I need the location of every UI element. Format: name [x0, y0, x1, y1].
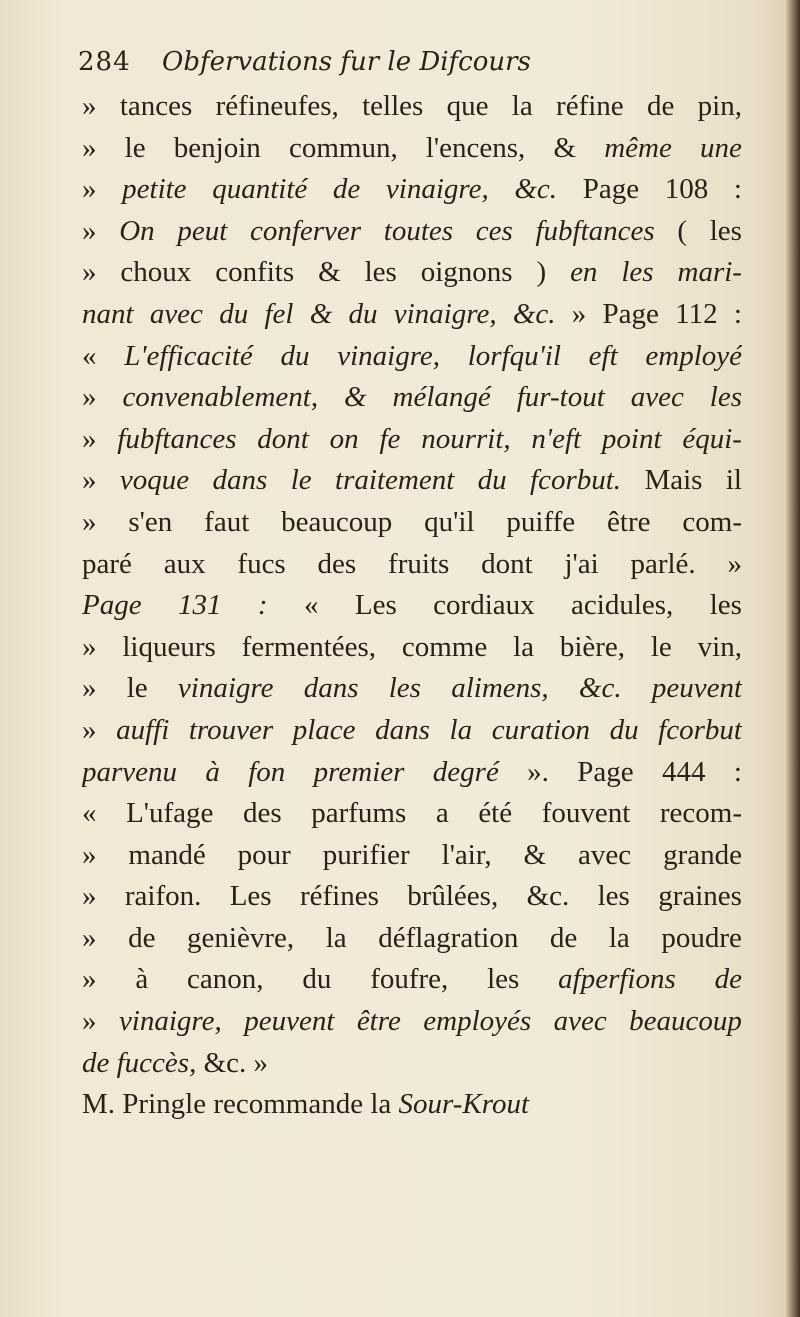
- text-line: [82, 918, 742, 960]
- text-line: [82, 585, 742, 627]
- text-word: toutes: [383, 214, 454, 247]
- text-word: (: [677, 214, 688, 247]
- text-word: réfines: [299, 880, 379, 913]
- text-word: vinaigre,: [337, 339, 441, 372]
- text-word: du: [302, 963, 332, 996]
- text-word: conferver: [249, 214, 362, 247]
- text-word: »: [82, 963, 97, 996]
- text-word: voque: [119, 464, 190, 497]
- text-word: les: [709, 214, 742, 247]
- text-word: L'efficacité: [124, 339, 253, 372]
- text-word: »: [82, 381, 97, 414]
- text-word: du: [348, 297, 378, 330]
- text-word: les: [709, 589, 742, 622]
- text-word: »: [82, 838, 97, 871]
- text-word: confits: [215, 256, 295, 289]
- text-word: déflagration: [378, 921, 519, 954]
- text-word: vinaigre,: [385, 173, 489, 206]
- text-word: qu'il: [424, 505, 475, 538]
- text-word: canon,: [187, 963, 264, 996]
- text-word: vinaigre: [177, 672, 274, 705]
- text-word: ): [536, 256, 547, 289]
- text-line: [82, 752, 742, 794]
- text-word: brûlées,: [407, 880, 499, 913]
- text-word: faut: [204, 505, 250, 538]
- text-line: [82, 668, 742, 710]
- text-word: trouver: [188, 713, 274, 746]
- text-line: [82, 294, 742, 336]
- text-line: [82, 959, 742, 1001]
- text-word: choux: [120, 256, 192, 289]
- text-word: la: [513, 630, 534, 663]
- text-word: eft: [588, 339, 618, 372]
- text-word: &: [553, 131, 577, 164]
- text-word: point: [601, 422, 662, 455]
- text-line: [82, 876, 742, 918]
- page-edge-shadow: [786, 0, 800, 1317]
- text-line: [82, 710, 742, 752]
- text-line: [82, 377, 742, 419]
- text-word: »: [82, 921, 97, 954]
- text-word: dans: [212, 464, 268, 497]
- text-word: l'encens,: [425, 131, 526, 164]
- text-word: »: [82, 672, 97, 705]
- text-line: [82, 1001, 742, 1043]
- text-word: beaucoup: [629, 1005, 742, 1038]
- text-line: [82, 544, 742, 586]
- text-word: on: [329, 422, 359, 455]
- text-word: fur-tout: [516, 381, 605, 414]
- text-word: afperfions: [558, 963, 676, 996]
- text-word: recommande: [213, 1088, 371, 1121]
- text-word: vin,: [697, 630, 742, 663]
- text-word: comme: [401, 630, 488, 663]
- text-word: bière,: [559, 630, 626, 663]
- text-word: »: [82, 131, 97, 164]
- text-word: liqueurs: [122, 630, 216, 663]
- text-word: dont: [257, 422, 309, 455]
- text-word: avec: [578, 838, 632, 871]
- text-word: parvenu: [82, 755, 178, 788]
- text-word: nant: [82, 297, 134, 330]
- text-word: On: [119, 214, 155, 247]
- text-word: :: [733, 297, 742, 330]
- text-word: &c.: [526, 880, 570, 913]
- page-number: 284: [78, 47, 131, 77]
- text-word: graines: [658, 880, 742, 913]
- text-word: &: [309, 297, 333, 330]
- text-line: [82, 128, 742, 170]
- text-word: Page: [82, 589, 142, 622]
- text-word: de: [332, 173, 361, 206]
- text-word: de: [714, 963, 742, 996]
- text-line: [82, 211, 742, 253]
- text-word: nourrit,: [421, 422, 511, 455]
- text-word: parlé.: [630, 547, 696, 580]
- text-word: &: [523, 838, 547, 871]
- text-word: Pringle: [122, 1088, 214, 1121]
- text-word: commun,: [288, 131, 398, 164]
- text-word: 444: [662, 755, 706, 788]
- text-word: à: [205, 755, 220, 788]
- text-word: aux: [163, 547, 206, 580]
- text-word: :: [257, 589, 268, 622]
- text-word: de: [82, 1046, 117, 1079]
- text-word: réfine: [556, 90, 624, 122]
- text-word: &: [318, 256, 341, 289]
- text-word: la: [370, 1088, 399, 1121]
- text-word: lorfqu'il: [467, 339, 561, 372]
- text-word: premier: [313, 755, 405, 788]
- text-word: foufre,: [370, 963, 449, 996]
- text-word: degré: [432, 755, 499, 788]
- text-word: équi-: [682, 422, 742, 455]
- text-word: la: [325, 921, 347, 954]
- text-word: raifon.: [124, 880, 202, 913]
- text-word: purifier: [322, 838, 410, 871]
- text-line: [82, 835, 742, 877]
- text-word: du: [477, 464, 507, 497]
- text-word: vinaigre,: [393, 297, 497, 330]
- text-word: puiffe: [506, 505, 576, 538]
- text-word: fe: [379, 422, 401, 455]
- text-word: avec: [149, 297, 203, 330]
- text-word: grande: [663, 838, 742, 871]
- text-line: [82, 336, 742, 378]
- text-word: »: [82, 505, 97, 538]
- text-word: en: [570, 256, 598, 289]
- text-word: les: [364, 256, 397, 289]
- text-word: benjoin: [173, 131, 261, 164]
- text-word: tances: [119, 90, 193, 122]
- text-word: Page: [582, 173, 640, 206]
- text-word: alimens,: [451, 672, 549, 705]
- text-word: :: [733, 755, 742, 788]
- text-line: [82, 86, 742, 128]
- page-header: [78, 40, 738, 84]
- text-word: vinaigre,: [118, 1005, 222, 1038]
- text-line: [82, 169, 742, 211]
- text-word: une: [700, 131, 742, 164]
- text-word: Mais: [644, 464, 703, 497]
- text-word: mandé: [128, 838, 206, 871]
- text-word: les: [597, 880, 630, 913]
- text-word: ces: [475, 214, 513, 247]
- text-word: employé: [645, 339, 742, 372]
- text-word: »: [82, 630, 97, 663]
- text-word: telles: [362, 90, 424, 122]
- text-word: dont: [481, 547, 533, 580]
- text-word: le: [650, 630, 672, 663]
- text-word: recom-: [659, 797, 742, 830]
- text-word: le: [290, 464, 312, 497]
- running-title: Obfervations fur le Difcours: [162, 47, 531, 77]
- text-word: poudre: [661, 921, 742, 954]
- text-line: [82, 419, 742, 461]
- text-word: mari-: [677, 256, 742, 289]
- text-word: auffi: [116, 713, 170, 746]
- text-word: de: [549, 921, 578, 954]
- text-word: dans: [375, 713, 430, 746]
- text-word: 112: [675, 297, 718, 330]
- text-word: réfineufes,: [215, 90, 339, 122]
- text-line: [82, 793, 742, 835]
- text-word: »: [727, 547, 742, 580]
- text-word: pin,: [697, 90, 742, 122]
- text-word: même: [604, 131, 672, 164]
- text-word: pour: [237, 838, 291, 871]
- text-word: employés: [423, 1005, 532, 1038]
- text-line: [82, 252, 742, 294]
- text-word: »: [82, 90, 97, 122]
- text-word: mélangé: [392, 381, 491, 414]
- text-word: «: [303, 589, 319, 622]
- text-word: «: [82, 797, 97, 830]
- text-word: il: [725, 464, 742, 497]
- text-word: acidules,: [571, 589, 674, 622]
- text-word: »: [253, 1046, 269, 1079]
- text-word: »: [82, 464, 97, 497]
- text-word: »: [82, 256, 97, 289]
- text-word: fel: [264, 297, 294, 330]
- text-word: :: [733, 173, 742, 206]
- text-line: [82, 1084, 742, 1126]
- text-word: &c.: [203, 1046, 254, 1079]
- text-word: a: [435, 797, 449, 830]
- text-word: peuvent: [651, 672, 742, 705]
- text-word: curation: [491, 713, 590, 746]
- text-word: fruits: [388, 547, 450, 580]
- text-word: fermentées,: [241, 630, 377, 663]
- text-word: cordiaux: [433, 589, 535, 622]
- text-word: le: [124, 131, 146, 164]
- text-word: les: [487, 963, 520, 996]
- text-word: quantité: [212, 173, 308, 206]
- text-word: dans: [303, 672, 359, 705]
- text-word: de: [646, 90, 675, 122]
- text-word: »: [82, 1005, 97, 1038]
- text-word: traitement: [335, 464, 455, 497]
- text-word: fubftances: [535, 214, 655, 247]
- text-word: fubftances: [117, 422, 237, 455]
- text-line: [82, 460, 742, 502]
- text-word: petite: [122, 173, 187, 206]
- text-word: du: [280, 339, 310, 372]
- text-word: les: [709, 381, 742, 414]
- text-word: de: [128, 921, 156, 954]
- text-word: »: [82, 713, 97, 746]
- text-word: des: [317, 547, 357, 580]
- text-word: beaucoup: [281, 505, 393, 538]
- text-word: fon: [248, 755, 286, 788]
- text-word: peuvent: [244, 1005, 335, 1038]
- text-word: fuccès,: [116, 1046, 204, 1079]
- text-word: oignons: [420, 256, 513, 289]
- text-word: fcorbut.: [530, 464, 622, 497]
- text-word: genièvre,: [187, 921, 295, 954]
- text-word: place: [292, 713, 356, 746]
- text-word: être: [356, 1005, 401, 1038]
- text-word: avec: [553, 1005, 607, 1038]
- text-word: du: [609, 713, 639, 746]
- text-word: du: [219, 297, 249, 330]
- text-word: j'ai: [564, 547, 599, 580]
- text-line: [82, 502, 742, 544]
- text-word: »: [82, 214, 97, 247]
- text-word: »: [82, 880, 97, 913]
- text-word: des: [243, 797, 282, 830]
- text-word: les: [388, 672, 421, 705]
- text-word: n'eft: [531, 422, 582, 455]
- text-word: l'air,: [441, 838, 492, 871]
- text-word: &c.: [512, 297, 556, 330]
- text-word: le: [126, 672, 148, 705]
- text-word: les: [621, 256, 654, 289]
- text-word: &: [344, 381, 367, 414]
- text-word: L'ufage: [126, 797, 214, 830]
- text-word: fouvent: [541, 797, 631, 830]
- text-line: [82, 627, 742, 669]
- text-word: la: [511, 90, 533, 122]
- text-word: «: [82, 339, 97, 372]
- text-word: fcorbut: [658, 713, 742, 746]
- text-word: été: [478, 797, 513, 830]
- text-word: Les: [229, 880, 272, 913]
- text-word: convenablement,: [122, 381, 319, 414]
- text-word: Page: [602, 297, 659, 330]
- text-word: paré: [82, 547, 132, 580]
- text-word: parfums: [311, 797, 407, 830]
- text-word: s'en: [128, 505, 173, 538]
- text-word: être: [607, 505, 651, 538]
- text-word: com-: [682, 505, 742, 538]
- text-word: à: [135, 963, 149, 996]
- text-word: la: [449, 713, 473, 746]
- text-word: que: [446, 90, 489, 122]
- text-word: &c.: [514, 173, 558, 206]
- text-word: Page: [577, 755, 634, 788]
- text-word: 108: [664, 173, 709, 206]
- text-word: »: [82, 422, 97, 455]
- text-word: avec: [630, 381, 684, 414]
- text-word: fucs: [237, 547, 286, 580]
- text-word: 131: [178, 589, 222, 622]
- text-word: M.: [82, 1088, 123, 1121]
- text-word: Sour-Krout: [398, 1088, 530, 1121]
- text-word: la: [608, 921, 630, 954]
- text-word: peut: [177, 214, 228, 247]
- body-text: [82, 86, 742, 1126]
- text-line: [82, 1043, 742, 1085]
- text-word: Les: [354, 589, 397, 622]
- text-word: &c.: [578, 672, 622, 705]
- text-word: »: [571, 297, 587, 330]
- text-word: »: [82, 173, 97, 206]
- text-word: ».: [527, 755, 549, 788]
